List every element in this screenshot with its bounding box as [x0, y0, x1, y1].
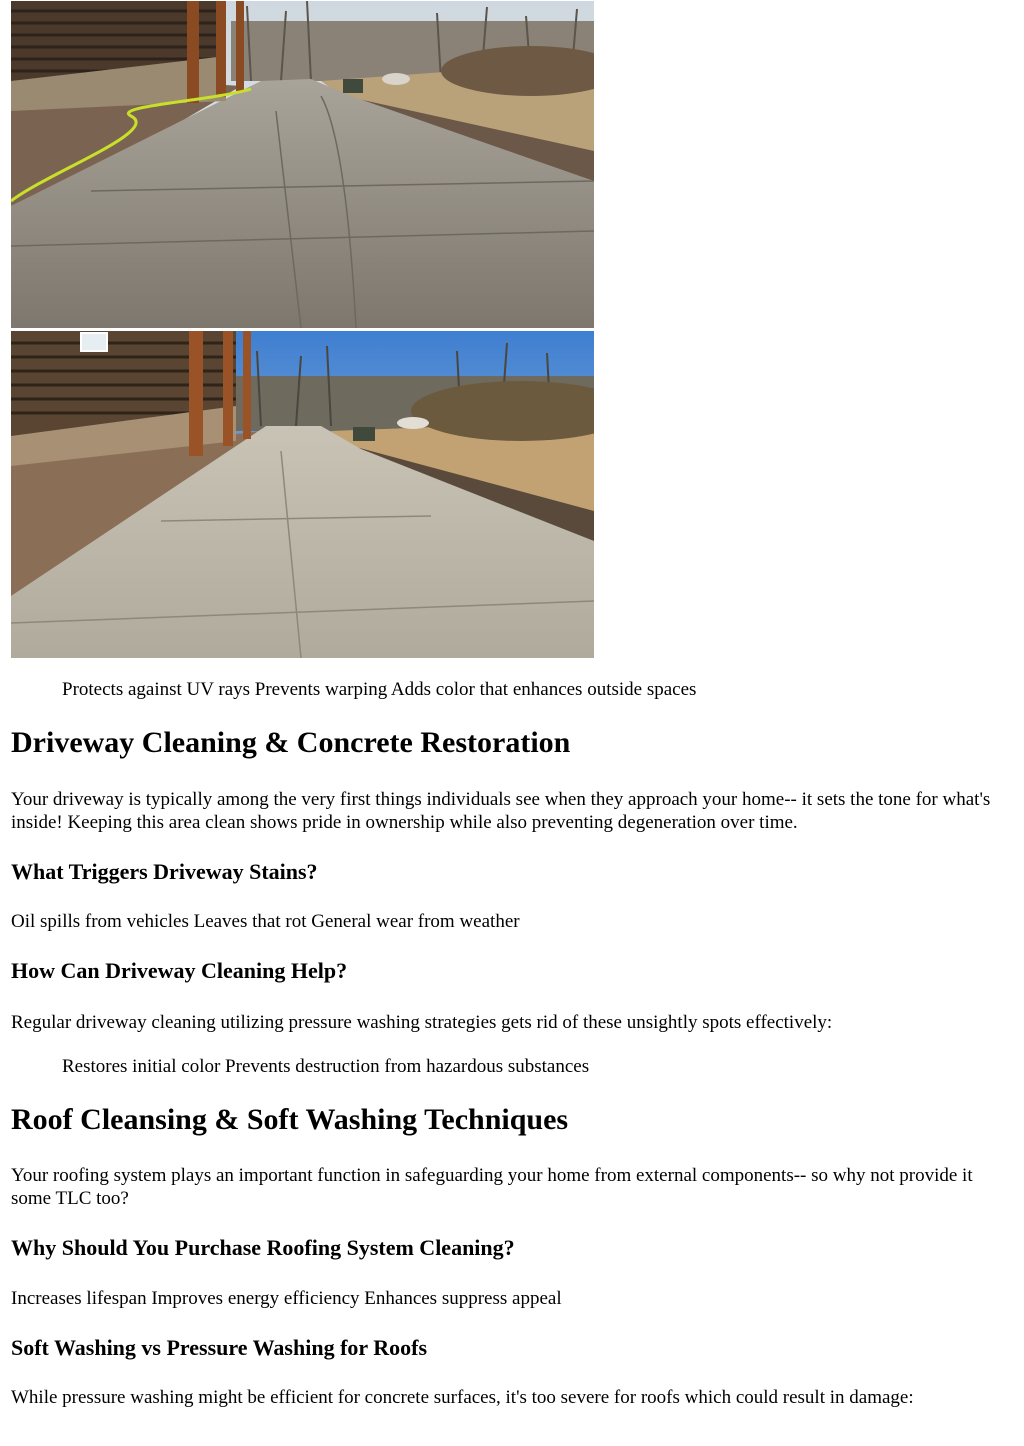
driveway-stains-list: Oil spills from vehicles Leaves that rot General wear from weather: [11, 911, 520, 932]
roof-why-list: Increases lifespan Improves energy efficiency Enhances suppress appeal: [11, 1288, 562, 1309]
roof-section-heading: Roof Cleansing & Soft Washing Techniques: [11, 1103, 569, 1136]
driveway-before-photo: [11, 1, 594, 328]
roof-soft-washing-paragraph: While pressure washing might be efficient for concrete surfaces, it's too severe for roofs which could result in damage:: [11, 1387, 914, 1408]
driveway-section-heading: Driveway Cleaning & Concrete Restoration: [11, 726, 571, 759]
roof-intro-paragraph: Your roofing system plays an important function in safeguarding your home from external components-- so why not provide it some TLC too?: [11, 1165, 973, 1209]
roof-soft-washing-heading: Soft Washing vs Pressure Washing for Roofs: [11, 1335, 428, 1360]
driveway-help-paragraph: Regular driveway cleaning utilizing pressure washing strategies gets rid of these unsightly spots effectively:: [11, 1012, 833, 1033]
driveway-help-list: Restores initial color Prevents destruction from hazardous substances: [62, 1056, 590, 1077]
driveway-help-heading: How Can Driveway Cleaning Help?: [11, 958, 348, 983]
roof-why-heading: Why Should You Purchase Roofing System Cleaning?: [11, 1235, 515, 1260]
driveway-stains-heading: What Triggers Driveway Stains?: [11, 859, 318, 884]
driveway-after-photo: [11, 331, 594, 658]
deck-benefits-list: Protects against UV rays Prevents warping Adds color that enhances outside spaces: [62, 679, 697, 700]
driveway-intro-paragraph: Your driveway is typically among the very first things individuals see when they approach your home-- it sets the tone for what's inside! Keeping this area clean shows pride in ownership while also preventing degeneration over time.: [11, 789, 991, 833]
